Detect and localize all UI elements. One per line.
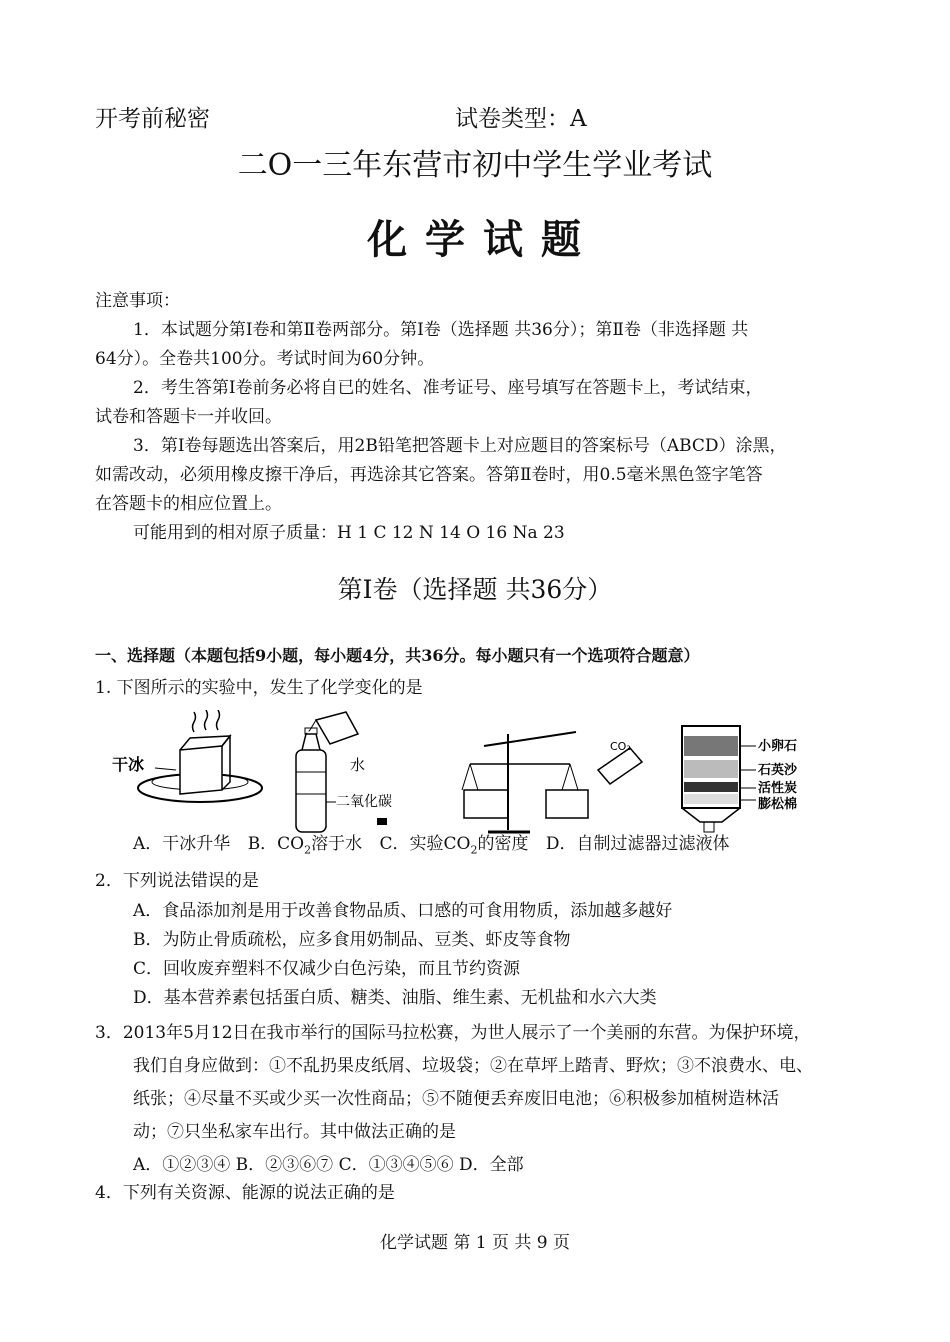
q1-option-c[interactable]: C．实验$CO_2$的密度 xyxy=(379,834,529,857)
section-1-title: 第Ⅰ卷（选择题 共36分） xyxy=(337,575,613,604)
notice-item-3b: 如需改动，必须用橡皮擦干净后，再选涂其它答案。答第Ⅱ卷时，用0.5毫米黑色签字笔答 xyxy=(95,465,763,485)
q2-option-b[interactable]: B．为防止骨质疏松，应多食用奶制品、豆类、虾皮等食物 xyxy=(133,930,571,950)
atomic-mass-line: 可能用到的相对原子质量：H 1 C 12 N 14 O 16 Na 23 xyxy=(133,523,565,543)
svg-text:膨松棉: 膨松棉 xyxy=(758,797,798,812)
q2-option-c[interactable]: C．回收废弃塑料不仅减少白色污染，而且节约资源 xyxy=(133,959,521,979)
q1-options xyxy=(133,829,730,856)
filter-illustration xyxy=(682,726,798,832)
confidential-label: 开考前秘密 xyxy=(95,106,210,132)
q3-options[interactable]: A．①②③④ B．②③⑥⑦ C．①③④⑤⑥ D．全部 xyxy=(133,1155,524,1175)
balance-illustration xyxy=(462,732,642,832)
dry-ice-illustration xyxy=(112,710,262,802)
svg-text:水: 水 xyxy=(350,756,366,774)
q3-stem-line-3: 纸张；④尽量不买或少买一次性商品；⑤不随便丢弃废旧电池；⑥积极参加植树造林活 xyxy=(133,1089,779,1109)
q1-option-a[interactable]: A．干冰升华 xyxy=(133,834,231,854)
notice-heading: 注意事项： xyxy=(95,291,180,311)
notice-item-1b: 64分）。全卷共100分。考试时间为60分钟。 xyxy=(95,349,435,369)
svg-text:CO₂: CO₂ xyxy=(610,740,631,753)
q2-option-d[interactable]: D．基本营养素包括蛋白质、糖类、油脂、维生素、无机盐和水六大类 xyxy=(133,988,657,1008)
co2-bottle-illustration xyxy=(296,712,392,832)
part-1-heading: 一、选择题（本题包括9小题，每小题4分，共36分。每小题只有一个选项符合题意） xyxy=(95,646,700,665)
q1-stem: 1. 下图所示的实验中，发生了化学变化的是 xyxy=(95,678,423,698)
page-footer: 化学试题 第 1 页 共 9 页 xyxy=(379,1233,571,1253)
q3-stem-line-2: 我们自身应做到：①不乱扔果皮纸屑、垃圾袋；②在草坪上踏青、野炊；③不浪费水、电、 xyxy=(133,1056,813,1076)
notice-item-3a: 3．第Ⅰ卷每题选出答案后，用2B铅笔把答题卡上对应题目的答案标号（ABCD）涂黑， xyxy=(133,436,787,456)
svg-text:活性炭: 活性炭 xyxy=(758,781,798,796)
paper-type-label: 试卷类型：A xyxy=(455,106,587,132)
exam-title: 二O一三年东营市初中学生学业考试 xyxy=(237,148,713,183)
notice-item-2a: 2．考生答第Ⅰ卷前务必将自已的姓名、准考证号、座号填写在答题卡上，考试结束， xyxy=(133,378,763,398)
q2-option-a[interactable]: A．食品添加剂是用于改善食物品质、口感的可食用物质，添加越多越好 xyxy=(133,901,673,921)
notice-item-1a: 1．本试题分第Ⅰ卷和第Ⅱ卷两部分。第Ⅰ卷（选择题 共36分）；第Ⅱ卷（非选择题 共 xyxy=(133,320,749,340)
q1-option-d[interactable]: D．自制过滤器过滤液体 xyxy=(545,834,730,854)
svg-text:石英沙: 石英沙 xyxy=(758,763,798,778)
notice-item-2b: 试卷和答题卡一并收回。 xyxy=(95,407,282,427)
q3-stem-line-4: 动；⑦只坐私家车出行。其中做法正确的是 xyxy=(133,1122,456,1142)
svg-text:干冰: 干冰 xyxy=(112,755,145,774)
q2-stem: 2．下列说法错误的是 xyxy=(95,871,259,891)
subject-title: 化 学 试 题 xyxy=(367,216,583,263)
svg-text:二氧化碳: 二氧化碳 xyxy=(336,794,392,810)
notice-item-3c: 在答题卡的相应位置上。 xyxy=(95,494,282,514)
q4-stem: 4．下列有关资源、能源的说法正确的是 xyxy=(95,1183,395,1203)
svg-text:小卵石: 小卵石 xyxy=(758,739,798,754)
q1-experiment-figure xyxy=(110,710,830,842)
q3-stem-line-1: 3．2013年5月12日在我市举行的国际马拉松赛，为世人展示了一个美丽的东营。为保护环境， xyxy=(95,1023,811,1043)
q1-option-b[interactable]: B．$CO_2$溶于水 xyxy=(247,834,363,857)
